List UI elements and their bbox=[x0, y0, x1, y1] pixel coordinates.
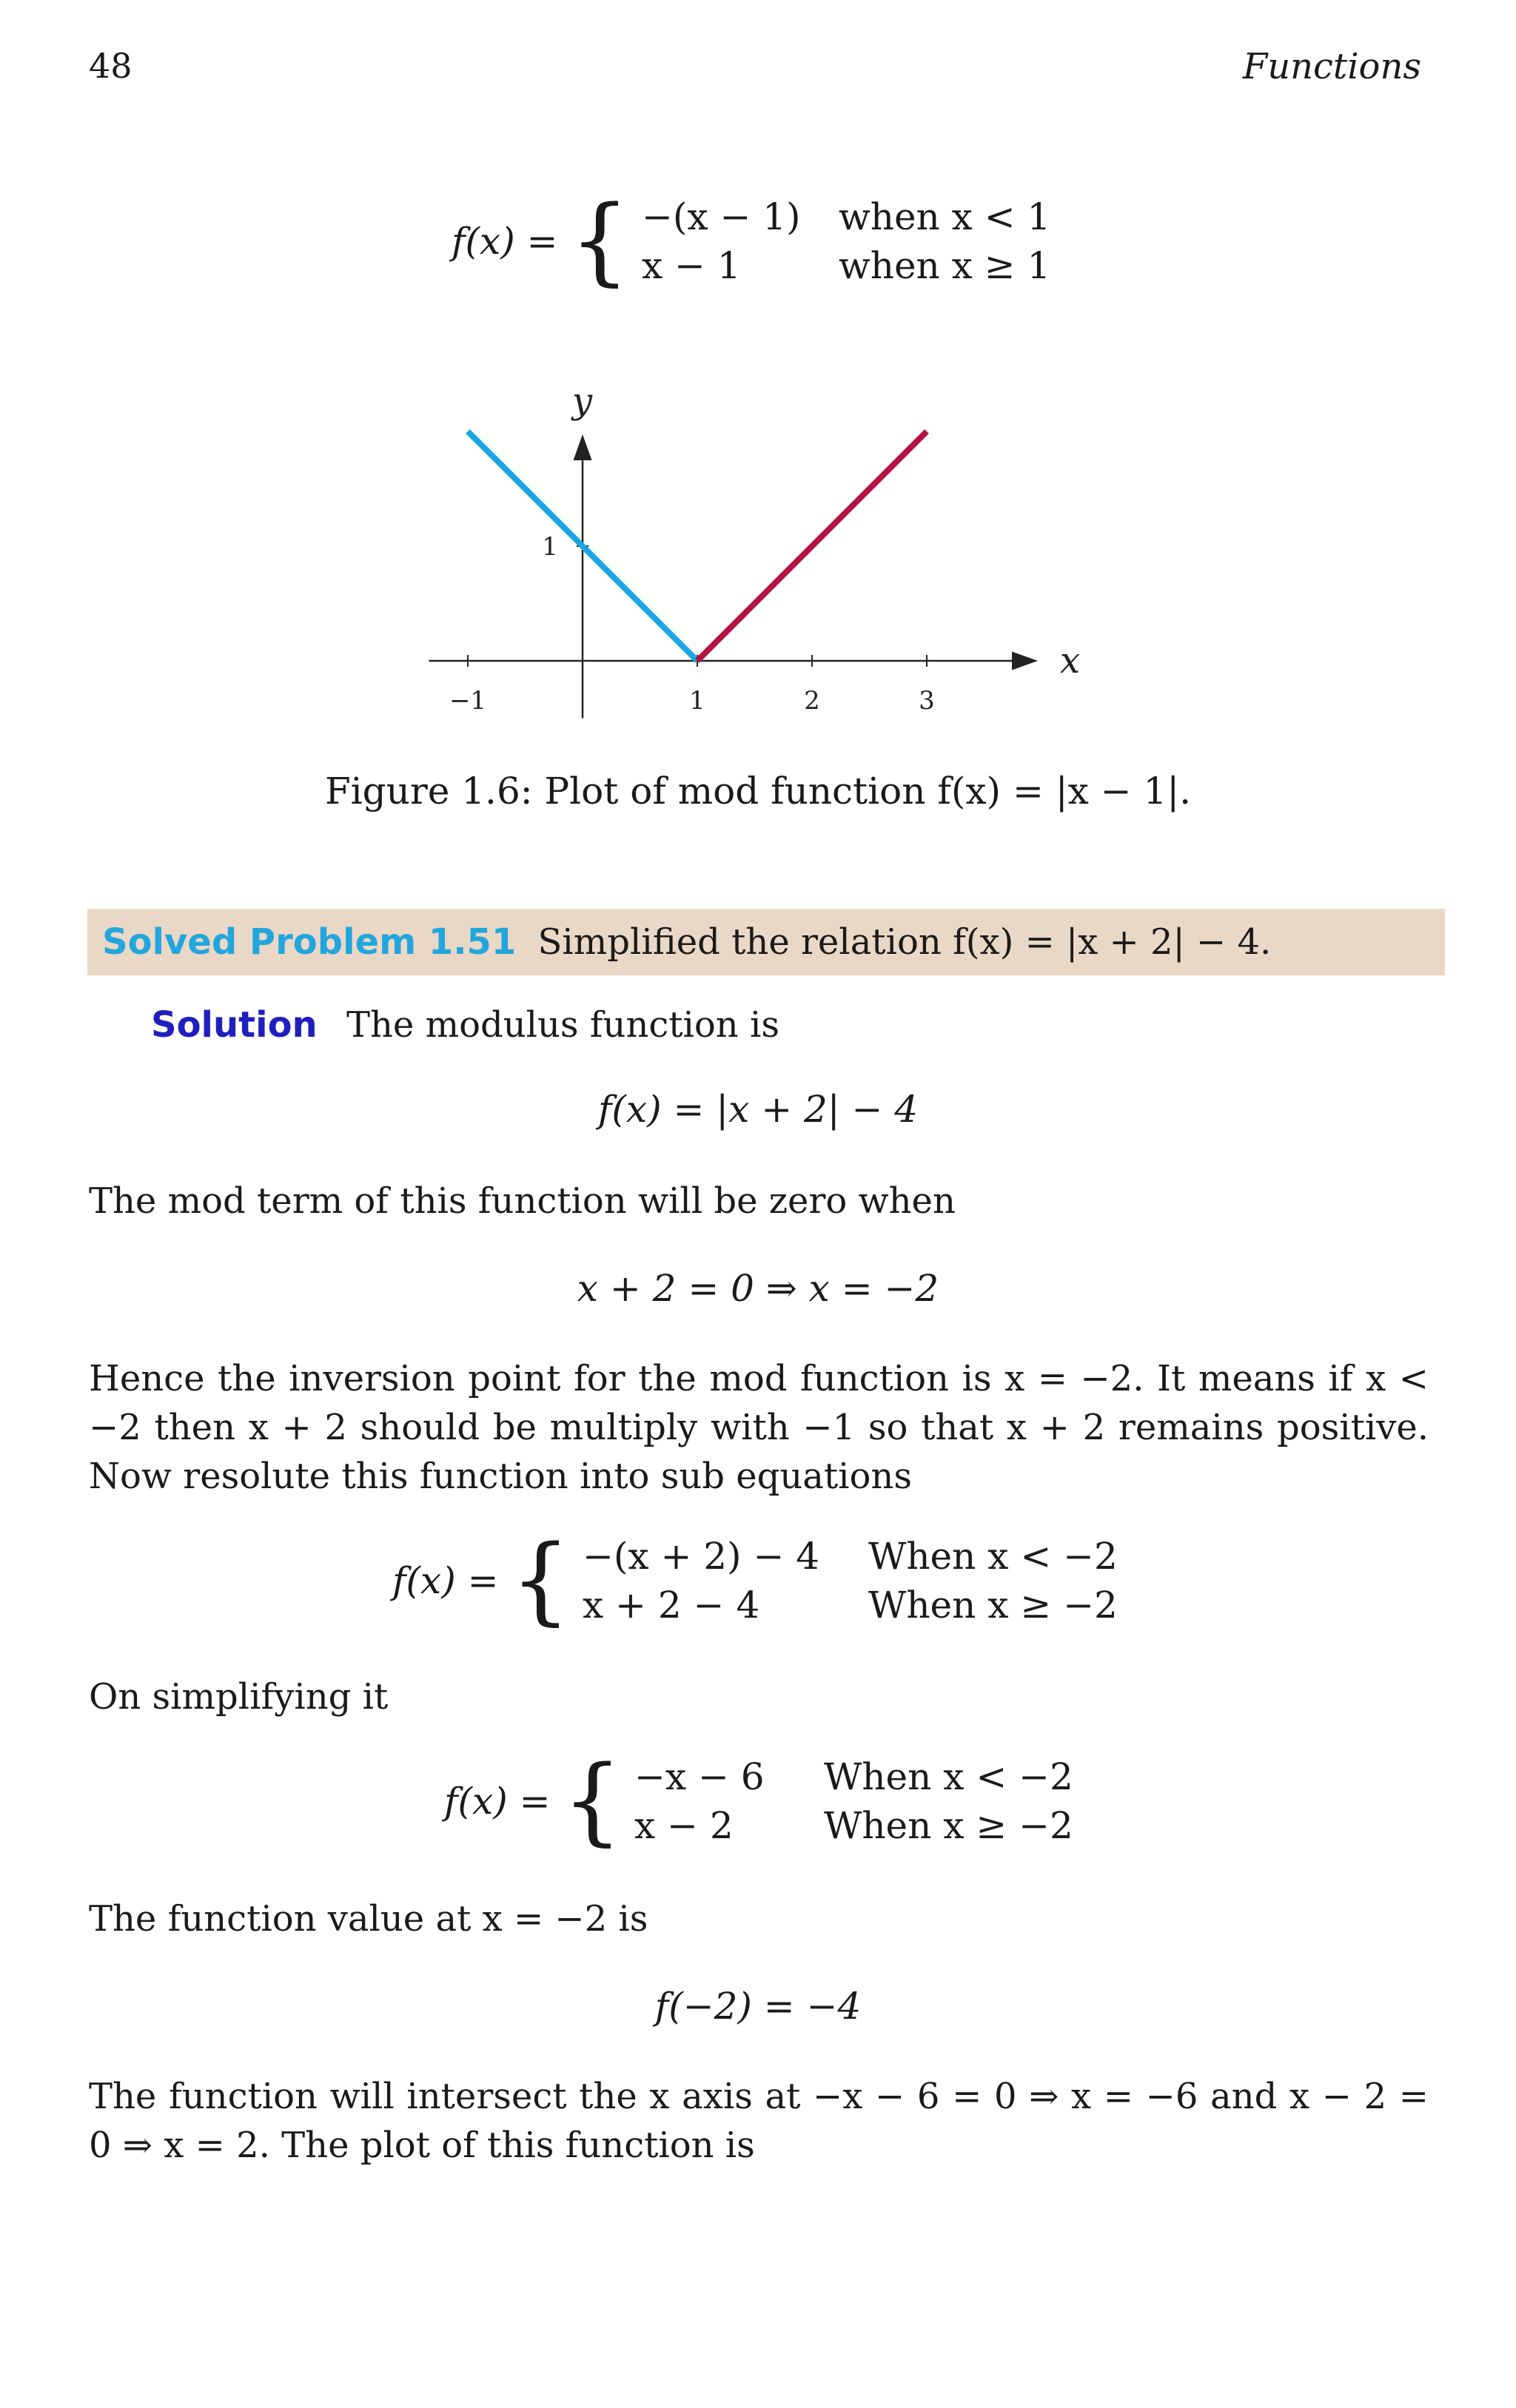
paragraph: The mod term of this function will be zero when bbox=[89, 1180, 956, 1222]
x-tick-label: 2 bbox=[804, 686, 820, 716]
x-axis-label: x bbox=[1060, 640, 1081, 682]
problem-label: Solved Problem 1.51 bbox=[102, 921, 517, 963]
problem-heading bbox=[102, 918, 1271, 966]
solution-intro-text: The modulus function is bbox=[346, 1004, 779, 1046]
case-expression: −(x − 1) bbox=[641, 195, 801, 238]
paragraph: On simplifying it bbox=[89, 1676, 389, 1718]
piecewise-equation-2 bbox=[392, 1525, 1118, 1635]
case-condition: when x < 1 bbox=[838, 195, 1051, 238]
running-title: Functions bbox=[1242, 46, 1421, 87]
case-condition: When x ≥ −2 bbox=[823, 1804, 1073, 1847]
x-tick-label: −1 bbox=[449, 686, 487, 716]
equation-lhs: f(x) = bbox=[452, 220, 558, 263]
display-equation: f(x) = |x + 2| − 4 bbox=[597, 1088, 919, 1131]
left-brace: { bbox=[562, 1746, 623, 1856]
x-tick-label: 1 bbox=[689, 686, 705, 716]
equation-lhs: f(x) = bbox=[392, 1559, 499, 1602]
case-expression: x − 1 bbox=[641, 244, 741, 287]
case-condition: When x ≥ −2 bbox=[868, 1584, 1118, 1627]
piecewise-equation-1 bbox=[452, 186, 1051, 296]
problem-statement: Simplified the relation f(x) = |x + 2| − 4. bbox=[537, 921, 1272, 963]
display-equation: f(−2) = −4 bbox=[654, 1985, 862, 2028]
solution-label: Solution bbox=[151, 1004, 318, 1046]
mod-function-plot bbox=[370, 363, 1140, 747]
solution-intro bbox=[151, 1000, 779, 1049]
paragraph: Hence the inversion point for the mod function is x = −2. It means if x < −2 then x + 2 should be multiply with −1 so that x + 2 remains positive. Now resolute this function into sub equations bbox=[89, 1358, 1429, 1497]
paragraph: The function value at x = −2 is bbox=[89, 1898, 648, 1940]
y-axis-label: y bbox=[572, 380, 593, 422]
case-condition: when x ≥ 1 bbox=[838, 244, 1051, 287]
equation-lhs: f(x) = bbox=[444, 1780, 551, 1823]
case-condition: When x < −2 bbox=[868, 1535, 1118, 1578]
series-line-2 bbox=[697, 431, 927, 661]
case-expression: x − 2 bbox=[634, 1804, 734, 1847]
case-expression: −(x + 2) − 4 bbox=[582, 1535, 820, 1578]
x-tick-label: 3 bbox=[919, 686, 935, 716]
piecewise-equation-3 bbox=[444, 1746, 1073, 1856]
figure-caption: Figure 1.6: Plot of mod function f(x) = |x − 1|. bbox=[324, 770, 1192, 813]
paragraph: The function will intersect the x axis at −x − 6 = 0 ⇒ x = −6 and x − 2 = 0 ⇒ x = 2. The plot of this function is bbox=[89, 2076, 1429, 2166]
case-expression: −x − 6 bbox=[634, 1755, 765, 1798]
left-brace: { bbox=[510, 1525, 571, 1635]
left-brace: { bbox=[569, 186, 630, 296]
display-equation: x + 2 = 0 ⇒ x = −2 bbox=[577, 1267, 939, 1310]
y-tick-label: 1 bbox=[542, 532, 558, 562]
case-condition: When x < −2 bbox=[823, 1755, 1073, 1798]
page-number: 48 bbox=[89, 46, 133, 86]
case-expression: x + 2 − 4 bbox=[582, 1584, 760, 1627]
